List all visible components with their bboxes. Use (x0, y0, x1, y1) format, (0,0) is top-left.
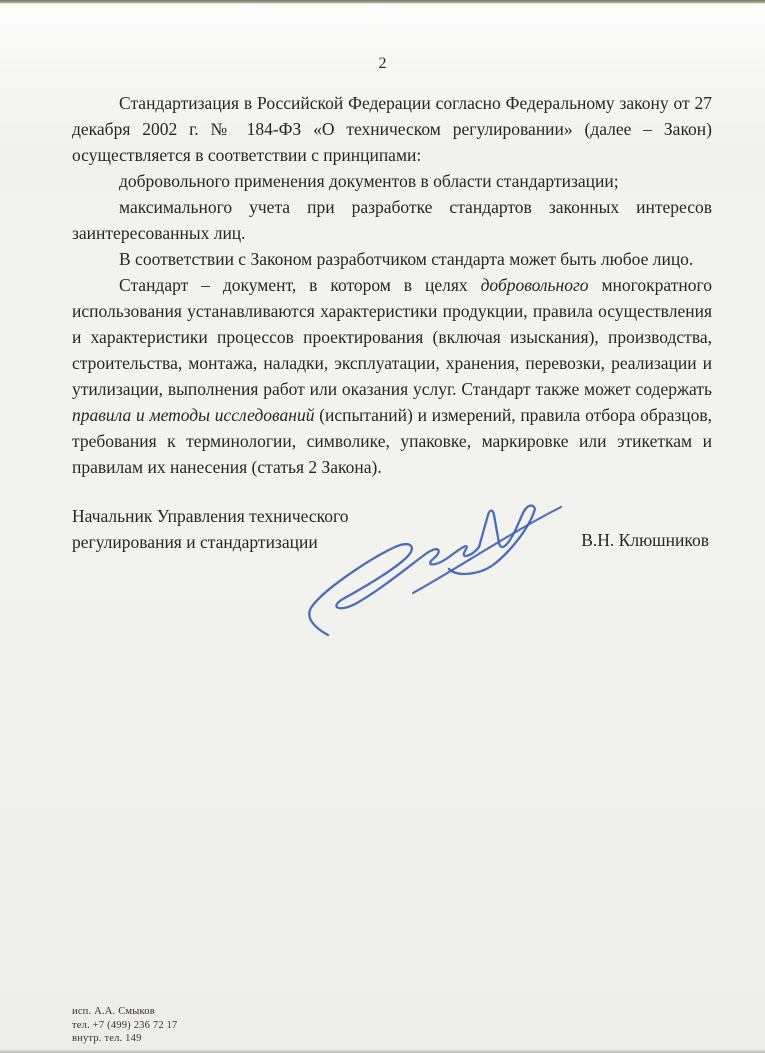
text-segment: (испытаний) и измерений, правила отбора образцов, требования к терминологии, символике, упаковке, маркировке или этикеткам и правилам их нанесения (статья 2 Закона). (72, 405, 712, 477)
text-segment: Стандарт – документ, в котором в целях (119, 275, 481, 295)
paragraph-developer: В соответствии с Законом разработчиком стандарта может быть любое лицо. (119, 249, 694, 269)
text-segment-italic: добровольного (480, 275, 589, 295)
signer-name: В.Н. Клюшников (581, 530, 709, 550)
executor-internal-phone: внутр. тел. 149 (72, 1033, 142, 1044)
paragraph-standard-definition (72, 272, 712, 480)
text-segment-italic: правила и методы исследований (72, 405, 315, 425)
executor-name: исп. А.А. Смыков (72, 1006, 155, 1017)
text-segment: многократного использования устанавливаются характеристики продукции, правила осуществления и характеристики процессов проектирования (включая изыскания), производства, строительства, монтажа, наладки, эксплуатации, хранения, перевозки, реализации и утилизации, выполнения работ или оказания услуг. Стандарт также может содержать (72, 275, 712, 399)
signer-position-line1: Начальник Управления технического (72, 506, 349, 526)
executor-phone: тел. +7 (499) 236 72 17 (72, 1019, 178, 1031)
scan-bottom-edge (0, 1049, 765, 1053)
paragraph-principle-2: максимального учета при разработке стандартов законных интересов заинтересованных лиц. (72, 197, 712, 243)
scan-top-edge (0, 0, 765, 4)
document-body (72, 90, 712, 480)
signer-position-line2: регулирования и стандартизации (72, 532, 318, 552)
paragraph-intro: Стандартизация в Российской Федерации согласно Федеральному закону от 27 декабря 2002 г. № 184-ФЗ «О техническом регулировании» (далее – Закон) осуществляется в соответствии с принципами: (72, 93, 712, 165)
page-number: 2 (378, 55, 387, 72)
paragraph-principle-1: добровольного применения документов в области стандартизации; (119, 171, 619, 191)
signature-ink (295, 495, 565, 640)
executor-footer (72, 1005, 178, 1046)
signature-stroke-main (309, 506, 535, 635)
